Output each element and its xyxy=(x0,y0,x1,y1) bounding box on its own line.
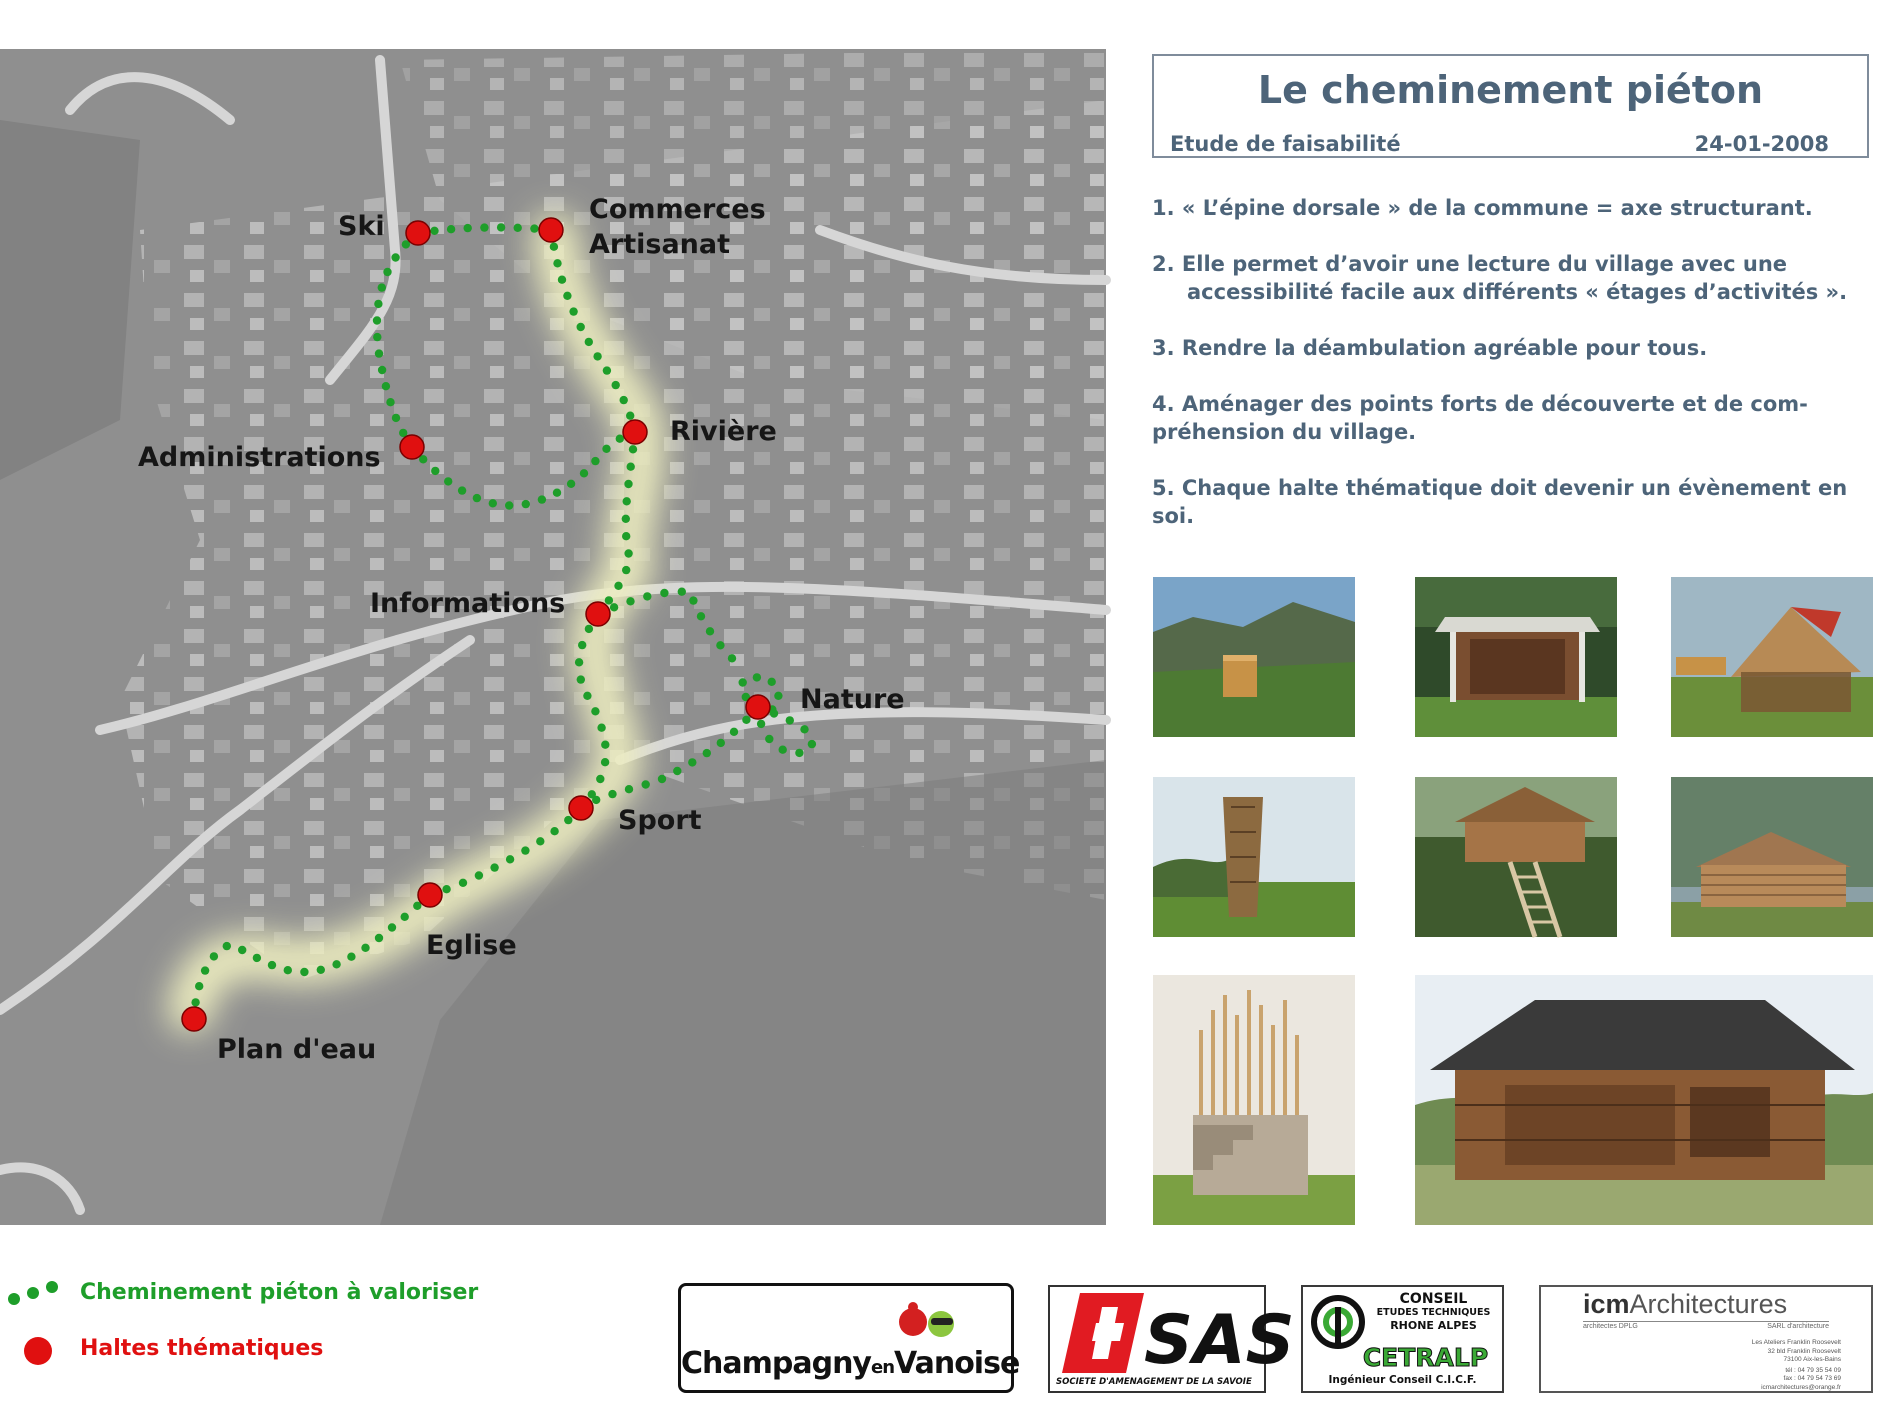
path-dot xyxy=(375,349,383,357)
stop-marker-nature xyxy=(746,695,770,719)
path-dot xyxy=(795,749,803,757)
path-dot xyxy=(473,494,481,502)
photo-wooden-chalet xyxy=(1415,975,1873,1225)
path-dot xyxy=(373,333,381,341)
path-dot xyxy=(332,960,340,968)
logo-icm-tel: tél : 04 79 35 54 09 xyxy=(1785,1366,1841,1374)
stop-label-eglise: Eglise xyxy=(426,930,517,961)
logo-champagny-en: en xyxy=(870,1357,895,1378)
logo-icm-bold: icm xyxy=(1583,1289,1630,1319)
path-dot xyxy=(585,338,593,346)
path-dot xyxy=(550,827,558,835)
photo-tree-house xyxy=(1415,777,1617,937)
path-dot xyxy=(383,268,391,276)
path-dot xyxy=(603,366,611,374)
path-dot xyxy=(626,412,634,420)
path-dot xyxy=(388,923,396,931)
path-dot xyxy=(201,966,209,974)
stop-label-informations: Informations xyxy=(370,588,566,619)
path-dot xyxy=(728,654,736,662)
photo-log-cabin-forest xyxy=(1671,777,1873,937)
path-dot xyxy=(643,592,651,600)
logo-cetralp-line1: CONSEIL xyxy=(1399,1291,1468,1307)
path-dot xyxy=(195,982,203,990)
logo-icm-rule xyxy=(1583,1321,1829,1322)
stop-marker-eglise xyxy=(418,883,442,907)
path-dot xyxy=(464,224,472,232)
path-dot xyxy=(593,352,601,360)
logo-cetralp xyxy=(1301,1285,1504,1393)
path-dot xyxy=(514,224,522,232)
path-dot xyxy=(605,596,613,604)
path-dot xyxy=(689,596,697,604)
logo-champagny-text: Champagny xyxy=(681,1346,871,1381)
path-dot xyxy=(626,597,634,605)
path-dot xyxy=(591,707,599,715)
path-dot xyxy=(521,846,529,854)
path-dot xyxy=(706,627,714,635)
path-dot xyxy=(642,780,650,788)
objective-5: 5. Chaque halte thématique doit devenir un évènement en xyxy=(1152,476,1848,500)
path-dot xyxy=(601,741,609,749)
path-dot xyxy=(506,855,514,863)
path-dot xyxy=(391,253,399,261)
path-dot xyxy=(774,692,782,700)
path-dot xyxy=(625,785,633,793)
photo-glass-roof-pavilion xyxy=(1671,577,1873,737)
map-legend xyxy=(0,1272,520,1372)
path-dot xyxy=(779,746,787,754)
path-dot xyxy=(614,582,622,590)
path-dot xyxy=(238,946,246,954)
path-dot xyxy=(522,500,530,508)
path-dot xyxy=(703,749,711,757)
path-dot xyxy=(374,300,382,308)
path-dot xyxy=(624,480,632,488)
objectives-list xyxy=(1152,194,1872,530)
path-dot xyxy=(623,497,631,505)
path-dot xyxy=(730,728,738,736)
path-dot xyxy=(577,323,585,331)
path-dot xyxy=(678,588,686,596)
logo-icm-addr3: 73100 Aix-les-Bains xyxy=(1783,1356,1841,1363)
stop-label-commerces: Commerces xyxy=(589,194,766,225)
path-dot xyxy=(475,871,483,879)
page-date: 24-01-2008 xyxy=(1694,132,1829,156)
path-dot xyxy=(624,549,632,557)
path-dot xyxy=(458,486,466,494)
path-dot xyxy=(739,678,747,686)
logo-sas-name: SAS xyxy=(1144,1301,1295,1380)
path-dot xyxy=(268,961,276,969)
aerial-map xyxy=(0,49,1106,1225)
path-dot xyxy=(673,767,681,775)
path-dot xyxy=(459,879,467,887)
path-dot xyxy=(688,758,696,766)
page-title: Le cheminement piéton xyxy=(1257,68,1764,112)
stop-marker-ski xyxy=(406,221,430,245)
path-dot xyxy=(210,952,218,960)
logo-cetralp-name: CETRALP xyxy=(1362,1343,1489,1372)
path-dot xyxy=(620,396,628,404)
logo-cetralp-caption: Ingénieur Conseil C.I.C.F. xyxy=(1328,1374,1477,1386)
path-dot xyxy=(382,382,390,390)
objective-4-continued: préhension du village. xyxy=(1152,420,1417,444)
page-subtitle: Etude de faisabilité xyxy=(1170,132,1401,156)
logo-icm-light: Architectures xyxy=(1629,1289,1788,1319)
path-dot xyxy=(716,641,724,649)
path-dot xyxy=(564,816,572,824)
logo-icm-addr2: 32 bld Franklin Roosevelt xyxy=(1767,1347,1841,1355)
stop-marker-riviere xyxy=(623,420,647,444)
path-dot xyxy=(317,966,325,974)
logo-icm-fax: fax : 04 79 54 73 69 xyxy=(1783,1375,1841,1382)
path-dot xyxy=(375,934,383,942)
photo-concrete-tower xyxy=(1153,975,1355,1225)
path-dot xyxy=(786,716,794,724)
logo-sas-caption: SOCIETE D'AMENAGEMENT DE LA SAVOIE xyxy=(1056,1377,1252,1387)
path-dot xyxy=(567,480,575,488)
path-dot xyxy=(768,678,776,686)
objective-3: 3. Rendre la déambulation agréable pour tous. xyxy=(1152,336,1708,360)
logo-champagny-vanoise: Vanoise xyxy=(894,1346,1020,1381)
path-dot xyxy=(717,739,725,747)
path-dot xyxy=(530,224,538,232)
path-dot xyxy=(386,398,394,406)
legend-stops-label: Haltes thématiques xyxy=(80,1336,324,1361)
logo-sas-mark xyxy=(1062,1293,1295,1380)
path-dot xyxy=(489,499,497,507)
objective-2-continued: accessibilité facile aux différents « étages d’activités ». xyxy=(1187,280,1848,304)
path-dot xyxy=(447,225,455,233)
path-dot xyxy=(361,944,369,952)
objective-4: 4. Aménager des points forts de découverte et de com- xyxy=(1152,392,1808,416)
path-dot xyxy=(563,292,571,300)
stop-label-ski: Ski xyxy=(338,211,385,242)
path-dot xyxy=(585,625,593,633)
path-dot xyxy=(575,658,583,666)
path-dot xyxy=(536,837,544,845)
stop-label-artisanat: Artisanat xyxy=(589,229,731,260)
objective-1: 1. « L’épine dorsale » de la commune = axe structurant. xyxy=(1152,196,1813,220)
path-dot xyxy=(610,603,618,611)
stop-marker-administrations xyxy=(400,435,424,459)
legend-symbols xyxy=(0,1272,70,1372)
objective-5-continued: soi. xyxy=(1152,504,1195,528)
path-dot xyxy=(629,445,637,453)
path-dot xyxy=(284,966,292,974)
path-dot xyxy=(658,775,666,783)
path-dot xyxy=(577,675,585,683)
photo-wood-cube-landscape xyxy=(1153,577,1355,737)
path-dot xyxy=(808,740,816,748)
logo-icm-sub2: SARL d'architecture xyxy=(1767,1323,1829,1330)
path-dot xyxy=(550,243,558,251)
photo-timber-pavilion xyxy=(1415,577,1617,737)
title-box xyxy=(1152,54,1869,158)
path-dot xyxy=(591,457,599,465)
legend-path-swatch xyxy=(8,1281,58,1305)
stop-label-administrations: Administrations xyxy=(138,442,381,473)
path-dot xyxy=(480,223,488,231)
path-dot xyxy=(592,796,600,804)
logo-icm-mail: icmarchitectures@orange.fr xyxy=(1761,1383,1841,1391)
path-dot xyxy=(538,495,546,503)
logo-icm-sub1: architectes DPLG xyxy=(1583,1323,1638,1330)
path-dot xyxy=(616,435,624,443)
stop-label-riviere: Rivière xyxy=(670,416,777,447)
path-dot xyxy=(373,316,381,324)
path-dot xyxy=(580,469,588,477)
path-dot xyxy=(583,692,591,700)
path-dot xyxy=(553,489,561,497)
path-dot xyxy=(497,223,505,231)
stop-marker-plan-deau xyxy=(182,1007,206,1031)
logo-sas xyxy=(1048,1285,1295,1393)
stop-marker-sport xyxy=(569,796,593,820)
path-dot xyxy=(431,467,439,475)
path-dot xyxy=(442,885,450,893)
legend-stop-swatch xyxy=(24,1337,52,1365)
path-dot xyxy=(253,954,261,962)
stop-label-sport: Sport xyxy=(618,805,702,836)
path-dot xyxy=(770,709,778,717)
stop-marker-commerces xyxy=(539,218,563,242)
path-dot xyxy=(378,283,386,291)
stop-label-plan-deau: Plan d'eau xyxy=(217,1034,377,1065)
path-dot xyxy=(602,445,610,453)
path-dot xyxy=(765,735,773,743)
path-dot xyxy=(191,998,199,1006)
path-dot xyxy=(578,641,586,649)
path-dot xyxy=(300,968,308,976)
path-dot xyxy=(401,913,409,921)
logo-icm-architectures xyxy=(1539,1285,1873,1393)
path-dot xyxy=(627,463,635,471)
path-dot xyxy=(622,515,630,523)
path-dot xyxy=(444,477,452,485)
logo-cetralp-line3: RHONE ALPES xyxy=(1390,1319,1477,1332)
path-dot xyxy=(505,501,513,509)
logo-cetralp-line2: ETUDES TECHNIQUES xyxy=(1376,1307,1491,1318)
path-dot xyxy=(660,589,668,597)
path-dot xyxy=(608,790,616,798)
path-dot xyxy=(612,381,620,389)
logo-champagny-en-vanoise xyxy=(678,1283,1020,1393)
path-dot xyxy=(596,775,604,783)
path-dot xyxy=(347,953,355,961)
photo-wood-tower xyxy=(1153,777,1355,937)
objective-2: 2. Elle permet d’avoir une lecture du village avec une xyxy=(1152,252,1788,276)
path-dot xyxy=(378,366,386,374)
path-dot xyxy=(569,307,577,315)
stop-label-nature: Nature xyxy=(800,684,905,715)
path-dot xyxy=(223,942,231,950)
path-dot xyxy=(392,414,400,422)
path-dot xyxy=(430,227,438,235)
path-dot xyxy=(558,276,566,284)
path-dot xyxy=(622,566,630,574)
path-dot xyxy=(490,863,498,871)
path-dot xyxy=(601,758,609,766)
path-dot xyxy=(622,532,630,540)
logo-champagny-mascot xyxy=(895,1300,965,1340)
legend-path-label: Cheminement piéton à valoriser xyxy=(80,1280,479,1305)
path-dot xyxy=(597,724,605,732)
path-dot xyxy=(697,612,705,620)
path-dot xyxy=(742,716,750,724)
path-dot xyxy=(757,720,765,728)
path-dot xyxy=(553,259,561,267)
path-dot xyxy=(800,725,808,733)
path-dot xyxy=(753,673,761,681)
logo-icm-addr1: Les Ateliers Franklin Roosevelt xyxy=(1751,1339,1841,1346)
stop-marker-informations xyxy=(586,602,610,626)
